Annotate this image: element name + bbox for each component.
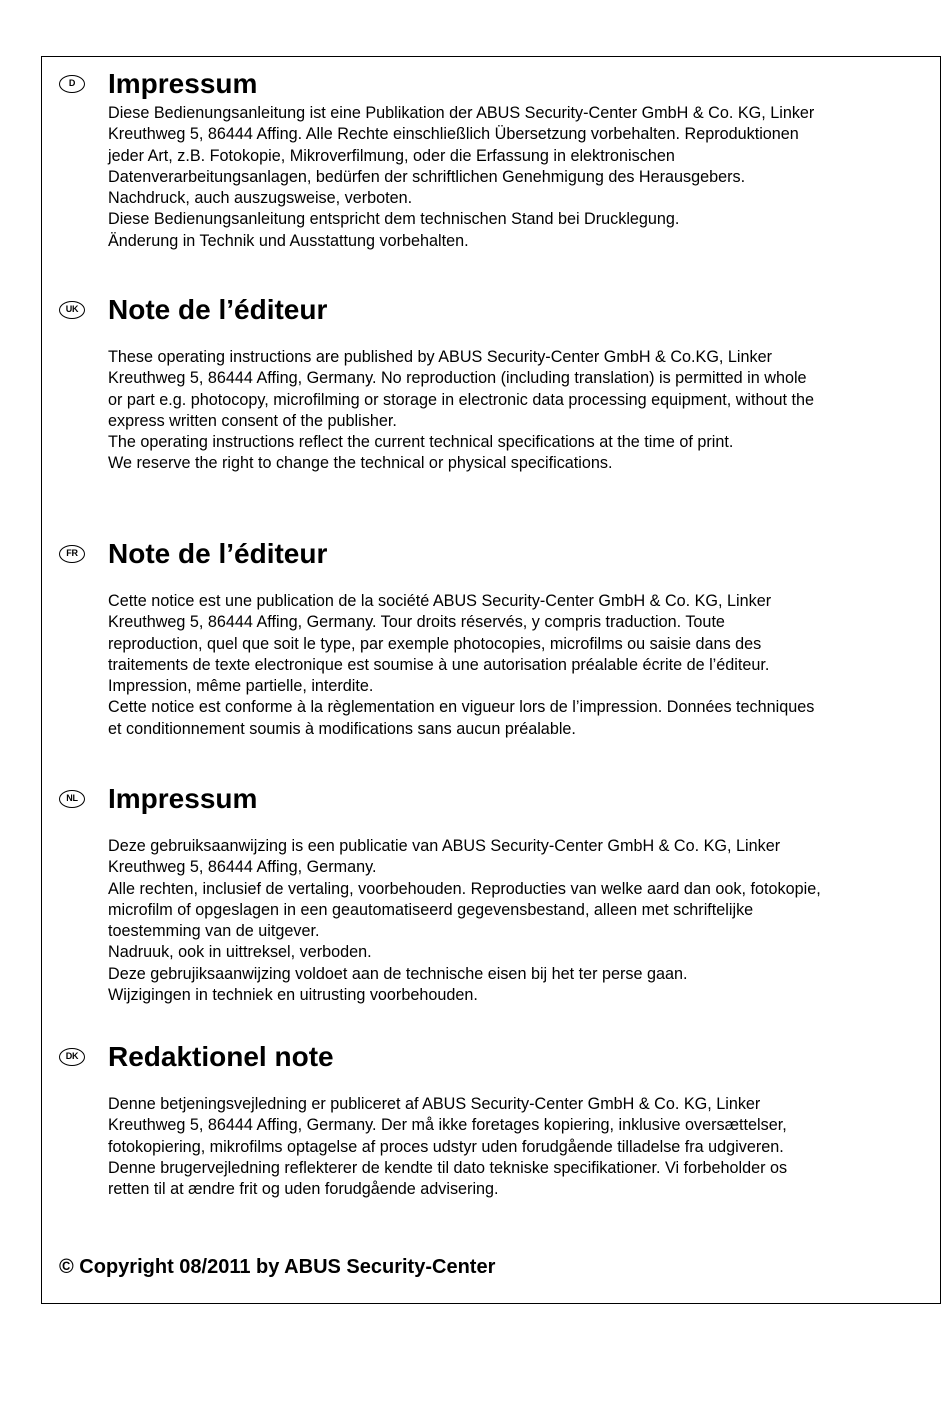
body-line: jeder Art, z.B. Fotokopie, Mikroverfilmung, oder die Erfassung in elektronischen [108, 146, 675, 165]
body-line: Deze gebrujiksaanwijzing voldoet aan de technische eisen bij het ter perse gaan. [108, 964, 688, 983]
section-body-nl [108, 836, 938, 1006]
body-line: toestemming van de uitgever. [108, 922, 320, 941]
body-line: Cette notice est une publication de la société ABUS Security-Center GmbH & Co. KG, Linker [108, 592, 772, 610]
language-badge-nl: NL [59, 790, 85, 808]
body-line: Denne betjeningsvejledning er publiceret af ABUS Security-Center GmbH & Co. KG, Linker [108, 1095, 761, 1113]
body-line: retten til at ændre frit og uden forudgående advisering. [108, 1180, 499, 1199]
imprint-frame [41, 56, 941, 1304]
body-line: Deze gebruiksaanwijzing is een publicatie van ABUS Security-Center GmbH & Co. KG, Linker [108, 837, 781, 855]
language-badge-uk: UK [59, 301, 85, 319]
body-line: Kreuthweg 5, 86444 Affing, Germany. Tour droits réservés, y compris traduction. Toute [108, 613, 725, 632]
body-line: reproduction, quel que soit le type, par exemple photocopies, microfilms ou saisie dans des [108, 634, 762, 653]
body-line: These operating instructions are published by ABUS Security-Center GmbH & Co.KG, Linker [108, 348, 772, 366]
body-line: microfilm of opgeslagen in een geautomatiseerd gegevensbestand, alleen met schriftelijke [108, 900, 754, 919]
body-line: Kreuthweg 5, 86444 Affing. Alle Rechte einschließlich Übersetzung vorbehalten. Reproduktionen [108, 125, 799, 144]
body-line: Diese Bedienungsanleitung ist eine Publikation der ABUS Security-Center GmbH & Co. KG, Linker [108, 104, 815, 122]
body-line: or part e.g. photocopy, microfilming or storage in electronic data processing equipment, without the [108, 390, 815, 409]
body-line: Kreuthweg 5, 86444 Affing, Germany. Der må ikke foretages kopiering, inklusive oversættelser, [108, 1116, 787, 1135]
body-line: The operating instructions reflect the current technical specifications at the time of print. [108, 433, 734, 452]
body-line: et conditionnement soumis à modifications sans aucun préalable. [108, 719, 576, 738]
section-heading-dk: Redaktionel note [108, 1041, 334, 1072]
body-line: Alle rechten, inclusief de vertaling, voorbehouden. Reproducties van welke aard dan ook, fotokopie, [108, 879, 821, 898]
language-badge-de: D [59, 75, 85, 93]
language-badge-fr: FR [59, 545, 85, 563]
body-line: Nachdruck, auch auszugsweise, verboten. [108, 189, 413, 208]
body-line: Änderung in Technik und Ausstattung vorbehalten. [108, 231, 469, 250]
section-heading-nl: Impressum [108, 783, 258, 814]
section-heading-uk: Note de l’éditeur [108, 294, 328, 325]
body-line: Datenverarbeitungsanlagen, bedürfen der schriftlichen Genehmigung des Herausgebers. [108, 167, 746, 186]
body-line: express written consent of the publisher. [108, 411, 397, 430]
body-line: fotokopiering, mikrofilms optagelse af proces udstyr uden forudgående tilladelse fra udgiveren. [108, 1137, 784, 1156]
section-body-de [108, 103, 938, 252]
section-body-dk [108, 1094, 938, 1200]
section-body-fr [108, 591, 938, 740]
body-line: We reserve the right to change the technical or physical specifications. [108, 454, 613, 473]
body-line: traitements de texte electronique est soumise à une autorisation préalable écrite de l’éditeur. [108, 655, 770, 674]
section-heading-fr: Note de l’éditeur [108, 538, 328, 569]
body-line: Diese Bedienungsanleitung entspricht dem technischen Stand bei Drucklegung. [108, 210, 680, 229]
body-line: Wijzigingen in techniek en uitrusting voorbehouden. [108, 986, 478, 1005]
language-badge-dk: DK [59, 1048, 85, 1066]
body-line: Cette notice est conforme à la règlementation en vigueur lors de l’impression. Données techniques [108, 698, 815, 717]
copyright-notice: © Copyright 08/2011 by ABUS Security-Center [59, 1256, 496, 1278]
body-line: Denne brugervejledning reflekterer de kendte til dato tekniske specifikationer. Vi forbeholder os [108, 1158, 788, 1177]
body-line: Nadruuk, ook in uittreksel, verboden. [108, 943, 372, 962]
section-body-uk [108, 347, 938, 475]
body-line: Kreuthweg 5, 86444 Affing, Germany. [108, 858, 377, 877]
body-line: Impression, même partielle, interdite. [108, 677, 374, 696]
body-line: Kreuthweg 5, 86444 Affing, Germany. No reproduction (including translation) is permitted in whole [108, 369, 807, 388]
section-heading-de: Impressum [108, 68, 258, 99]
